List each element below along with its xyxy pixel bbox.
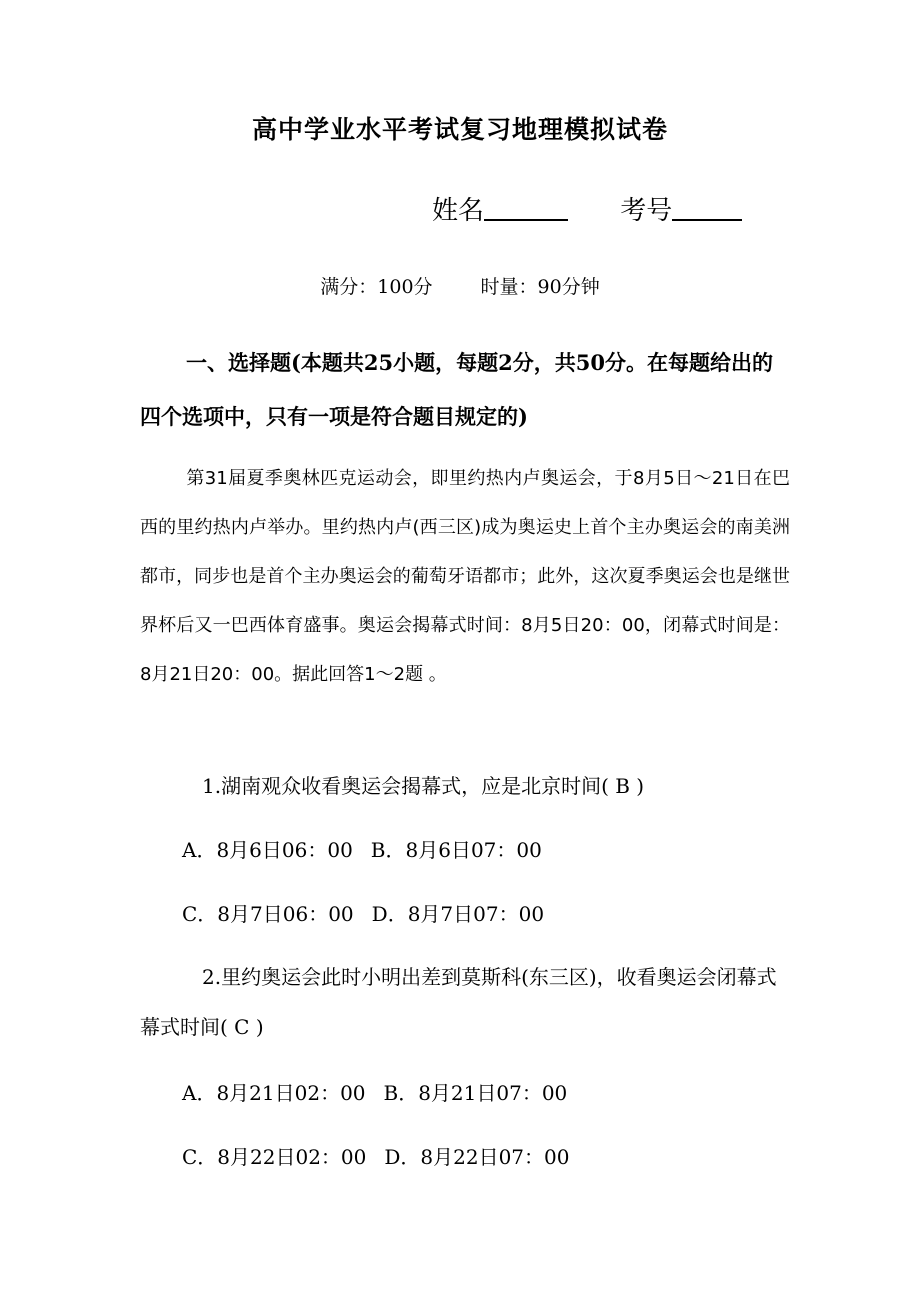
option-b: B．8月6日07：00 — [370, 838, 542, 862]
question-1-stem: 1.湖南观众收看奥运会揭幕式，应是北京时间( B ) — [202, 774, 645, 798]
id-label: 考号 — [620, 196, 673, 226]
option-a: A．8月6日06：00 — [182, 838, 353, 862]
id-field — [620, 190, 742, 227]
section-heading — [140, 336, 790, 444]
exam-info-line — [0, 272, 920, 299]
full-score: 满分：100分 — [320, 276, 433, 298]
question-2-stem: 2.里约奥运会此时小明出差到莫斯科(东三区)，收看奥运会闭幕式幕式时间( C ) — [140, 965, 777, 1039]
exam-title: 高中学业水平考试复习地理模拟试卷 — [251, 115, 668, 144]
option-a: A．8月21日02：00 — [182, 1081, 366, 1105]
question-1-options-row-1 — [182, 834, 542, 863]
id-blank[interactable] — [672, 193, 742, 221]
reading-passage — [140, 454, 790, 699]
name-label: 姓名 — [432, 196, 485, 226]
option-d: D．8月22日07：00 — [384, 1145, 570, 1169]
question-2-options-row-1 — [182, 1077, 567, 1106]
question-1-options-row-2 — [182, 898, 544, 927]
option-b: B．8月21日07：00 — [383, 1081, 568, 1105]
option-d: D．8月7日07：00 — [371, 902, 545, 926]
name-field — [432, 190, 568, 227]
question-2-options-row-2 — [182, 1141, 569, 1170]
duration: 时量：90分钟 — [480, 276, 600, 298]
passage-text: 第31届夏季奥林匹克运动会，即里约热内卢奥运会，于8月5日～21日在巴西的里约热内卢举办。里约热内卢(西三区)成为奥运史上首个主办奥运会的南美洲都市，同步也是首个主办奥运会的葡萄牙语都市；此外，这次夏季奥运会也是继世界杯后又一巴西体育盛事。奥运会揭幕式时间：8月5日20：00，闭幕式时间是：8月21日20：00。据此回答1～2题 。 — [140, 468, 790, 685]
section-heading-text: 一、选择题(本题共25小题，每题2分，共50分。在每题给出的四个选项中，只有一项是符合题目规定的) — [140, 350, 773, 429]
option-c: C．8月22日02：00 — [182, 1145, 367, 1169]
student-info-line — [432, 190, 742, 227]
option-c: C．8月7日06：00 — [182, 902, 354, 926]
name-blank[interactable] — [484, 193, 568, 221]
